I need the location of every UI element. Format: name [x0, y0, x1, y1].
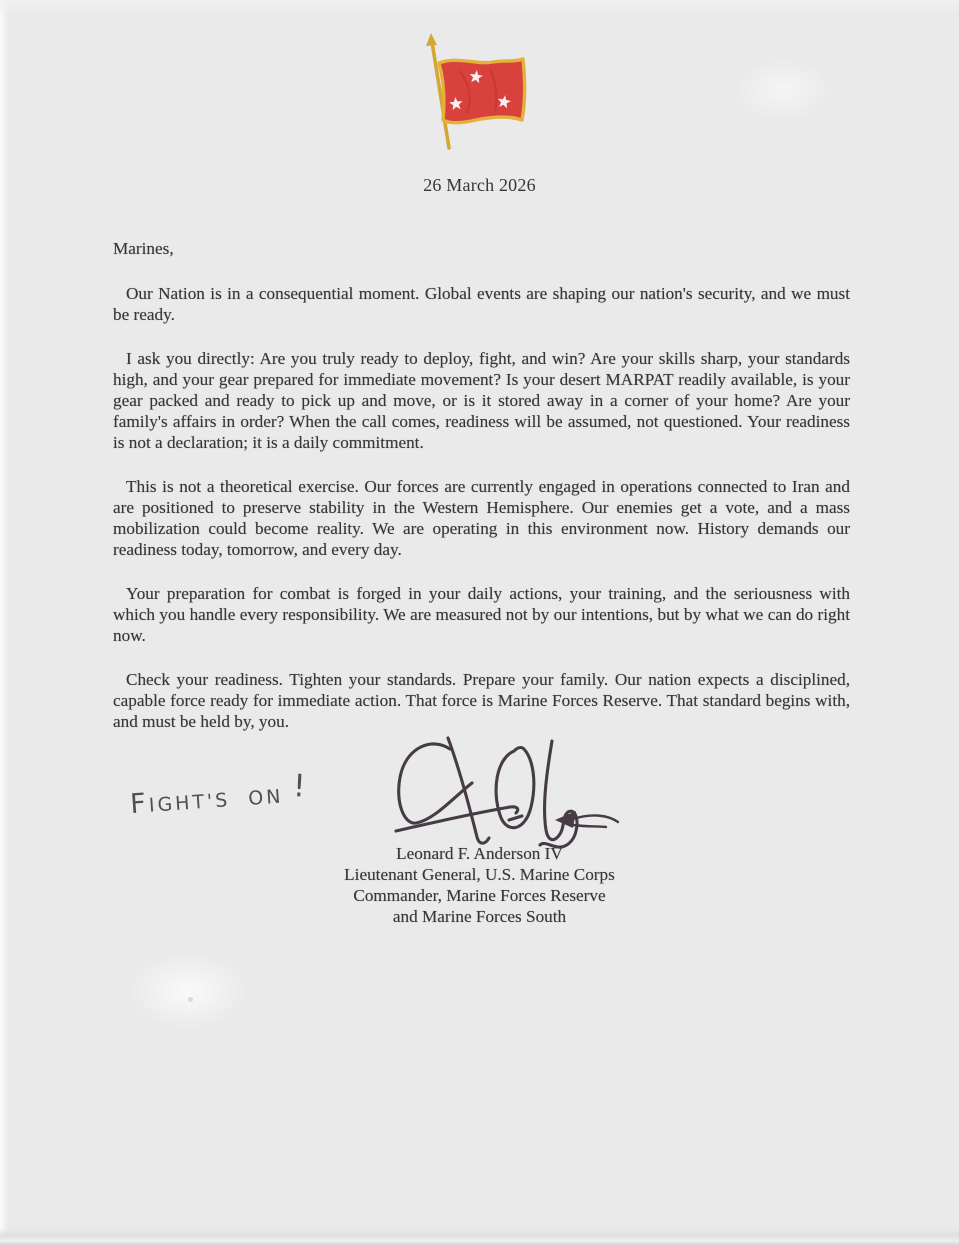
signature-stroke-oval	[496, 748, 534, 828]
scan-speck	[188, 997, 193, 1002]
signatory-command-line1: Commander, Marine Forces Reserve	[353, 886, 606, 905]
signature-stroke-tail	[540, 741, 577, 847]
letter-body	[113, 238, 850, 732]
lieutenant-general-three-star-flag-icon	[412, 33, 534, 155]
scan-edge-bottom	[0, 1228, 959, 1246]
paragraph-4: Your preparation for combat is forged in your daily actions, your training, and the seriousness with which you handle every responsibility. We are measured not by our intentions, but by what we can do right now.	[113, 584, 850, 645]
handwritten-note-exclamation: !	[292, 768, 307, 805]
handwritten-note-text: FIGHT'S ON	[129, 785, 285, 821]
paragraph-2: I ask you directly: Are you truly ready to deploy, fight, and win? Are your skills sharp, your standards high, and your gear prepared for immediate movement? Is your desert MARPAT readily available, is your gear packed and ready to pick up and move, or is it stored away in a corner of your home? Are your family's affairs in order? When the call comes, readiness will be assumed, not questioned. Your readiness is not a declaration; it is a daily commitment.	[113, 349, 850, 452]
salutation: Marines,	[113, 239, 174, 258]
paragraph-1: Our Nation is in a consequential moment. Global events are shaping our nation's security, and we must be ready.	[113, 284, 850, 324]
signature-stroke-stem	[448, 738, 489, 843]
flag-field	[439, 59, 525, 123]
paragraph-5: Check your readiness. Tighten your standards. Prepare your family. Our nation expects a disciplined, capable force ready for immediate action. That force is Marine Forces Reserve. That standard begins with, and must be held by, you.	[113, 670, 850, 731]
signature-stroke-dash	[509, 816, 522, 820]
handwritten-signature	[392, 735, 632, 859]
paragraph-3: This is not a theoretical exercise. Our forces are currently engaged in operations connected to Iran and are positioned to preserve stability in the Western Hemisphere. Our enemies get a vote, and a mass mobilization could become reality. We are operating in this environment now. History demands our readiness today, tomorrow, and every day.	[113, 477, 850, 559]
letter-date: 26 March 2026	[423, 175, 536, 195]
signatory-command-line2: and Marine Forces South	[392, 907, 567, 926]
flag-finial	[426, 33, 437, 46]
scan-smudge	[128, 952, 248, 1030]
signatory-name: Leonard F. Anderson IV	[396, 844, 563, 863]
scan-smudge	[735, 58, 831, 122]
scan-edge-top	[0, 0, 959, 16]
signatory-title: Lieutenant General, U.S. Marine Corps	[344, 865, 615, 884]
signature-stroke-c	[399, 744, 472, 823]
signature-arrow-doodle-lines	[573, 815, 618, 827]
handwritten-fights-on-note	[129, 768, 307, 821]
